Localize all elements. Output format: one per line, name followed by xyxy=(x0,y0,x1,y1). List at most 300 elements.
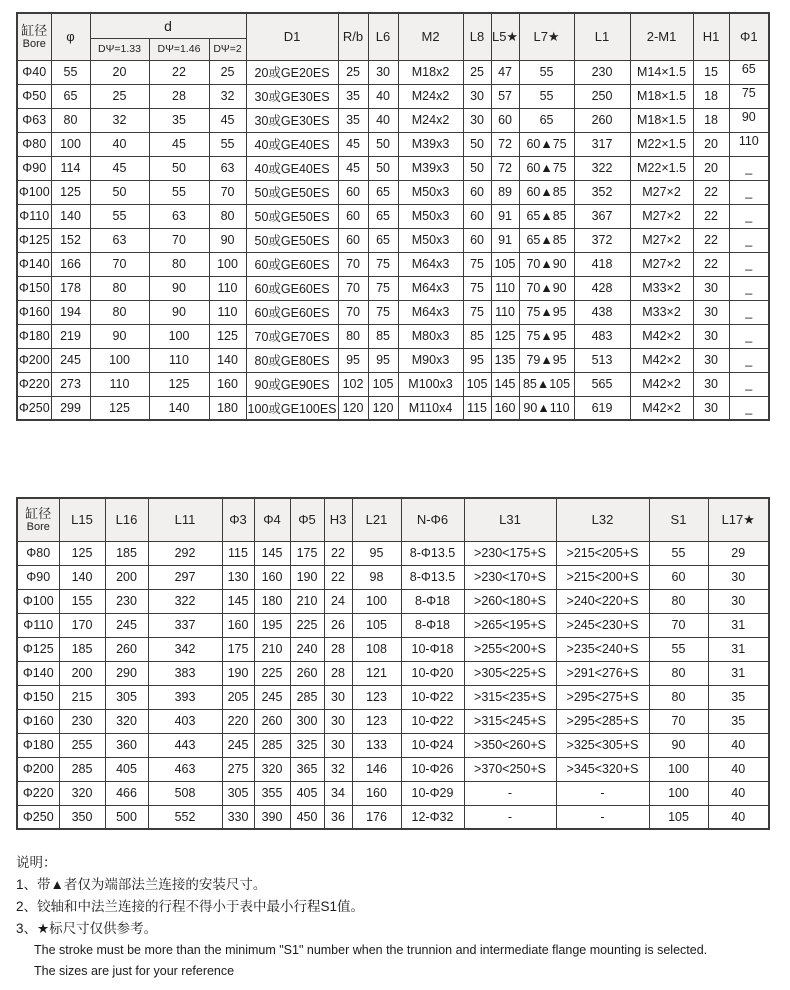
col-header-l6: L6 xyxy=(368,13,398,60)
table-cell: 22 xyxy=(324,565,352,589)
table-cell: 65▲85 xyxy=(519,228,574,252)
table-cell: 31 xyxy=(708,613,769,637)
col-header-s1: S1 xyxy=(649,498,708,541)
table-cell: 500 xyxy=(105,805,148,829)
table-cell: 91 xyxy=(491,204,519,228)
table-cell: 55 xyxy=(209,132,246,156)
table-cell: 95 xyxy=(338,348,368,372)
table-cell: 317 xyxy=(574,132,630,156)
table-cell: >260<180+S xyxy=(464,589,556,613)
table-cell: 393 xyxy=(148,685,222,709)
table-cell: 60 xyxy=(491,108,519,132)
table-cell: >315<235+S xyxy=(464,685,556,709)
table-cell: M33×2 xyxy=(630,276,693,300)
table-cell: 26 xyxy=(324,613,352,637)
col-header-rb: R/b xyxy=(338,13,368,60)
table-cell: 60▲75 xyxy=(519,132,574,156)
table-cell: 45 xyxy=(90,156,149,180)
table-cell: 60 xyxy=(463,180,491,204)
bore2-label-zh: 缸径 xyxy=(25,506,52,522)
table-cell: >215<200+S xyxy=(556,565,649,589)
table-cell: 185 xyxy=(59,637,105,661)
table-cell: >265<195+S xyxy=(464,613,556,637)
table-cell: Φ50 xyxy=(17,84,51,108)
table-cell: M14×1.5 xyxy=(630,60,693,84)
table-cell: 35 xyxy=(338,108,368,132)
table-row xyxy=(17,132,769,156)
table-cell: M18×1.5 xyxy=(630,108,693,132)
table-cell: 30 xyxy=(693,372,729,396)
table-cell: 65 xyxy=(368,228,398,252)
table-cell: 305 xyxy=(222,781,254,805)
table-cell: 10-Φ22 xyxy=(401,685,464,709)
table-cell: Φ110 xyxy=(17,613,59,637)
table-row xyxy=(17,372,769,396)
table-cell: M39x3 xyxy=(398,132,463,156)
col-header-m2: M2 xyxy=(398,13,463,60)
table-row xyxy=(17,661,769,685)
table-cell: 10-Φ20 xyxy=(401,661,464,685)
table-cell: M90x3 xyxy=(398,348,463,372)
table-cell: _ xyxy=(729,180,769,204)
table-cell: 45 xyxy=(209,108,246,132)
table-cell: 121 xyxy=(352,661,401,685)
table-cell: 60 xyxy=(338,180,368,204)
table-cell: 60 xyxy=(463,228,491,252)
table-cell: 18 xyxy=(693,84,729,108)
table-cell: Φ63 xyxy=(17,108,51,132)
table-cell: 30 xyxy=(463,108,491,132)
table-cell: 22 xyxy=(149,60,209,84)
table-cell: 619 xyxy=(574,396,630,420)
table-cell: 75 xyxy=(463,300,491,324)
table-cell: Φ100 xyxy=(17,589,59,613)
table-cell: 32 xyxy=(324,757,352,781)
table-cell: Φ80 xyxy=(17,541,59,565)
table-cell: >235<240+S xyxy=(556,637,649,661)
table-cell: 50 xyxy=(368,156,398,180)
table-cell: 30 xyxy=(693,348,729,372)
table-cell: 63 xyxy=(149,204,209,228)
table-cell: M24x2 xyxy=(398,84,463,108)
table-cell: 20 xyxy=(90,60,149,84)
table-cell: 403 xyxy=(148,709,222,733)
table-cell: 513 xyxy=(574,348,630,372)
note-english-2: The sizes are just for your reference xyxy=(34,964,235,978)
table-cell: Φ180 xyxy=(17,324,51,348)
table-cell: 100 xyxy=(649,781,708,805)
table-cell: 110 xyxy=(149,348,209,372)
table-cell: 300 xyxy=(290,709,324,733)
table-cell: 100 xyxy=(149,324,209,348)
table-cell: Φ150 xyxy=(17,685,59,709)
table-cell: Φ220 xyxy=(17,781,59,805)
table-cell: 273 xyxy=(51,372,90,396)
table-cell: Φ180 xyxy=(17,733,59,757)
table-cell: _ xyxy=(729,324,769,348)
table-cell: _ xyxy=(729,228,769,252)
table-cell: 225 xyxy=(290,613,324,637)
table-row xyxy=(17,204,769,228)
table-cell: 40或GE40ES xyxy=(246,156,338,180)
table-cell: M39x3 xyxy=(398,156,463,180)
table-cell: Φ140 xyxy=(17,661,59,685)
table-cell: 350 xyxy=(59,805,105,829)
table-cell: 320 xyxy=(59,781,105,805)
table-cell: 219 xyxy=(51,324,90,348)
col-header-phi4: Φ4 xyxy=(254,498,290,541)
table-cell: 72 xyxy=(491,156,519,180)
table-cell: 178 xyxy=(51,276,90,300)
bore-label-zh: 缸径 xyxy=(21,23,48,39)
table-cell: 160 xyxy=(222,613,254,637)
table-cell: 225 xyxy=(254,661,290,685)
col-header-l8: L8 xyxy=(463,13,491,60)
table-cell: >240<220+S xyxy=(556,589,649,613)
table-cell: M64x3 xyxy=(398,252,463,276)
table-cell: 28 xyxy=(324,661,352,685)
table-cell: 175 xyxy=(222,637,254,661)
table-cell: 297 xyxy=(148,565,222,589)
col-header-l7: L7★ xyxy=(519,13,574,60)
table-cell: M80x3 xyxy=(398,324,463,348)
table-row xyxy=(17,180,769,204)
table-cell: 8-Φ13.5 xyxy=(401,541,464,565)
table-cell: 50或GE50ES xyxy=(246,180,338,204)
table-cell: 30 xyxy=(324,709,352,733)
table-cell: 337 xyxy=(148,613,222,637)
table-cell: 123 xyxy=(352,709,401,733)
table-cell: Φ200 xyxy=(17,348,51,372)
table-cell: 322 xyxy=(574,156,630,180)
table-cell: 450 xyxy=(290,805,324,829)
table-cell: 110 xyxy=(90,372,149,396)
table-cell: 50 xyxy=(463,132,491,156)
table-cell: 405 xyxy=(105,757,148,781)
table-cell: 552 xyxy=(148,805,222,829)
table-cell: 108 xyxy=(352,637,401,661)
table-cell: 443 xyxy=(148,733,222,757)
table-cell: 245 xyxy=(51,348,90,372)
table-cell: 110 xyxy=(209,276,246,300)
table-cell: 105 xyxy=(649,805,708,829)
table-cell: 30 xyxy=(708,589,769,613)
col-header-l16: L16 xyxy=(105,498,148,541)
table-cell: 120 xyxy=(338,396,368,420)
table-cell: 70 xyxy=(90,252,149,276)
table-cell: Φ160 xyxy=(17,709,59,733)
table-cell: 105 xyxy=(463,372,491,396)
table-cell: 50 xyxy=(463,156,491,180)
table-cell: 215 xyxy=(59,685,105,709)
table-cell: 80 xyxy=(209,204,246,228)
table-cell: 65▲85 xyxy=(519,204,574,228)
table-cell: >295<285+S xyxy=(556,709,649,733)
table-cell: 30 xyxy=(368,60,398,84)
bore2-label-en: Bore xyxy=(26,521,50,534)
table-cell: 90 xyxy=(649,733,708,757)
table-cell: 508 xyxy=(148,781,222,805)
table2-body xyxy=(17,541,769,829)
table-cell: Φ90 xyxy=(17,156,51,180)
table-cell: 60▲85 xyxy=(519,180,574,204)
table-cell: 102 xyxy=(338,372,368,396)
table-cell: Φ200 xyxy=(17,757,59,781)
table-cell: 352 xyxy=(574,180,630,204)
table-cell: _ xyxy=(729,276,769,300)
col-header-l11: L11 xyxy=(148,498,222,541)
table-cell: 24 xyxy=(324,589,352,613)
table-cell: 50 xyxy=(90,180,149,204)
table-cell: 185 xyxy=(105,541,148,565)
table-cell: 80 xyxy=(338,324,368,348)
table-cell: 45 xyxy=(338,156,368,180)
table-cell: 35 xyxy=(338,84,368,108)
table-cell: 135 xyxy=(491,348,519,372)
col-header-phi3: Φ3 xyxy=(222,498,254,541)
col-header-bore xyxy=(17,13,51,60)
col-header-n-phi6: N-Φ6 xyxy=(401,498,464,541)
table-cell: 8-Φ18 xyxy=(401,613,464,637)
table-cell: 70▲90 xyxy=(519,276,574,300)
table-cell: 80 xyxy=(51,108,90,132)
table-row xyxy=(17,709,769,733)
table-cell: 70 xyxy=(338,252,368,276)
table-cell: Φ125 xyxy=(17,228,51,252)
table-cell: M42×2 xyxy=(630,396,693,420)
table-cell: 130 xyxy=(222,565,254,589)
table-cell: 36 xyxy=(324,805,352,829)
table-cell: M64x3 xyxy=(398,300,463,324)
table-cell: 342 xyxy=(148,637,222,661)
table-cell: 230 xyxy=(574,60,630,84)
table-cell: 100 xyxy=(649,757,708,781)
table-cell: 160 xyxy=(352,781,401,805)
table-cell: 305 xyxy=(105,685,148,709)
table-cell: 205 xyxy=(222,685,254,709)
table-cell: M64x3 xyxy=(398,276,463,300)
table-cell: 30 xyxy=(693,324,729,348)
col-header-l17: L17★ xyxy=(708,498,769,541)
table-cell: 70 xyxy=(649,613,708,637)
table-cell: 140 xyxy=(209,348,246,372)
table-cell: Φ110 xyxy=(17,204,51,228)
table-cell: 50 xyxy=(368,132,398,156)
table-cell: 367 xyxy=(574,204,630,228)
table-cell: >291<276+S xyxy=(556,661,649,685)
table-cell: 160 xyxy=(254,565,290,589)
table-row xyxy=(17,589,769,613)
table-cell: _ xyxy=(729,156,769,180)
table-cell: 29 xyxy=(708,541,769,565)
table-cell: 55 xyxy=(90,204,149,228)
table-cell: Φ150 xyxy=(17,276,51,300)
table-cell: 145 xyxy=(491,372,519,396)
table-cell: 372 xyxy=(574,228,630,252)
table-row xyxy=(17,348,769,372)
table-cell: 299 xyxy=(51,396,90,420)
table-cell: 125 xyxy=(90,396,149,420)
table-cell: 200 xyxy=(59,661,105,685)
table-cell: 180 xyxy=(209,396,246,420)
table-cell: 292 xyxy=(148,541,222,565)
table-cell: 110 xyxy=(729,132,769,156)
table-cell: _ xyxy=(729,204,769,228)
table-cell: >370<250+S xyxy=(464,757,556,781)
table-cell: 230 xyxy=(105,589,148,613)
bore-label-en: Bore xyxy=(22,38,46,51)
col-header-phi5: Φ5 xyxy=(290,498,324,541)
table-cell: 22 xyxy=(693,204,729,228)
table-cell: _ xyxy=(729,396,769,420)
table-cell: 355 xyxy=(254,781,290,805)
notes-section xyxy=(16,852,774,982)
table-cell: 30 xyxy=(693,276,729,300)
table-cell: M24x2 xyxy=(398,108,463,132)
table-cell: 245 xyxy=(105,613,148,637)
table-cell: 483 xyxy=(574,324,630,348)
col-header-h3: H3 xyxy=(324,498,352,541)
table-cell: >315<245+S xyxy=(464,709,556,733)
table-cell: 115 xyxy=(222,541,254,565)
table-cell: 75▲95 xyxy=(519,300,574,324)
table-cell: 55 xyxy=(51,60,90,84)
table-row xyxy=(17,108,769,132)
table-cell: 285 xyxy=(254,733,290,757)
table-cell: 30 xyxy=(693,300,729,324)
table-cell: 65 xyxy=(519,108,574,132)
table-cell: 22 xyxy=(693,180,729,204)
table-cell: 123 xyxy=(352,685,401,709)
table-cell: 31 xyxy=(708,661,769,685)
col-header-l15: L15 xyxy=(59,498,105,541)
table-row xyxy=(17,156,769,180)
table-cell: 80 xyxy=(649,589,708,613)
table-cell: 245 xyxy=(222,733,254,757)
table-cell: 120 xyxy=(368,396,398,420)
table-cell: 60 xyxy=(463,204,491,228)
table-cell: 85 xyxy=(463,324,491,348)
table-cell: 40 xyxy=(708,733,769,757)
table-cell: 80或GE80ES xyxy=(246,348,338,372)
table-cell: 63 xyxy=(90,228,149,252)
table-cell: 15 xyxy=(693,60,729,84)
table-cell: M110x4 xyxy=(398,396,463,420)
table-cell: 428 xyxy=(574,276,630,300)
table-cell: 90或GE90ES xyxy=(246,372,338,396)
table-cell: 35 xyxy=(708,709,769,733)
table-cell: 50或GE50ES xyxy=(246,204,338,228)
table-cell: 89 xyxy=(491,180,519,204)
table-cell: 260 xyxy=(254,709,290,733)
table-row xyxy=(17,541,769,565)
table-cell: 75 xyxy=(368,300,398,324)
table-cell: 75 xyxy=(729,84,769,108)
table-cell: 60 xyxy=(338,228,368,252)
table-row xyxy=(17,84,769,108)
table-cell: 275 xyxy=(222,757,254,781)
table-row xyxy=(17,637,769,661)
table-cell: 65 xyxy=(51,84,90,108)
table-cell: 32 xyxy=(209,84,246,108)
table-cell: 90 xyxy=(90,324,149,348)
table-cell: 28 xyxy=(324,637,352,661)
table-cell: 40或GE40ES xyxy=(246,132,338,156)
table-cell: 30 xyxy=(708,565,769,589)
table-cell: 145 xyxy=(254,541,290,565)
table-cell: 60 xyxy=(649,565,708,589)
table-cell: - xyxy=(556,781,649,805)
table-cell: 30 xyxy=(324,685,352,709)
table-cell: 65 xyxy=(368,180,398,204)
table-cell: 110 xyxy=(491,300,519,324)
table-cell: 75 xyxy=(463,276,491,300)
table-cell: 125 xyxy=(209,324,246,348)
table1-body xyxy=(17,60,769,420)
table-cell: 75 xyxy=(368,252,398,276)
table-cell: 125 xyxy=(51,180,90,204)
table-cell: Φ40 xyxy=(17,60,51,84)
table-cell: 80 xyxy=(649,661,708,685)
table-cell: 195 xyxy=(254,613,290,637)
table-cell: 30或GE30ES xyxy=(246,108,338,132)
table-cell: 20 xyxy=(693,156,729,180)
table-cell: 160 xyxy=(209,372,246,396)
col-header-l5: L5★ xyxy=(491,13,519,60)
table-cell: M27×2 xyxy=(630,204,693,228)
table-cell: 438 xyxy=(574,300,630,324)
table-cell: 60或GE60ES xyxy=(246,300,338,324)
table-cell: 8-Φ18 xyxy=(401,589,464,613)
table-cell: M42×2 xyxy=(630,348,693,372)
table-cell: 25 xyxy=(463,60,491,84)
table-cell: 80 xyxy=(149,252,209,276)
table-cell: 40 xyxy=(368,84,398,108)
table-cell: 70▲90 xyxy=(519,252,574,276)
table-cell: 250 xyxy=(574,84,630,108)
table-cell: 100 xyxy=(209,252,246,276)
table-cell: 80 xyxy=(90,300,149,324)
table-cell: 100或GE100ES xyxy=(246,396,338,420)
table-cell: 72 xyxy=(491,132,519,156)
table-cell: 12-Φ32 xyxy=(401,805,464,829)
table-cell: 90 xyxy=(729,108,769,132)
table-cell: 70或GE70ES xyxy=(246,324,338,348)
table-cell: 10-Φ22 xyxy=(401,709,464,733)
table-cell: 55 xyxy=(519,60,574,84)
table-row xyxy=(17,324,769,348)
table-cell: 90 xyxy=(209,228,246,252)
table-cell: 10-Φ24 xyxy=(401,733,464,757)
table-cell: >230<170+S xyxy=(464,565,556,589)
table-cell: 95 xyxy=(352,541,401,565)
table-cell: M100x3 xyxy=(398,372,463,396)
col-header-l1: L1 xyxy=(574,13,630,60)
note-item-2: 2、铰轴和中法兰连接的行程不得小于表中最小行程S1值。 xyxy=(16,899,365,914)
table-cell: Φ140 xyxy=(17,252,51,276)
table-cell: 35 xyxy=(708,685,769,709)
table-cell: M33×2 xyxy=(630,300,693,324)
table-cell: 98 xyxy=(352,565,401,589)
table-cell: 45 xyxy=(149,132,209,156)
table-cell: M22×1.5 xyxy=(630,156,693,180)
table-cell: Φ250 xyxy=(17,805,59,829)
table-cell: >295<275+S xyxy=(556,685,649,709)
table-row xyxy=(17,733,769,757)
table-cell: 160 xyxy=(491,396,519,420)
table-cell: >345<320+S xyxy=(556,757,649,781)
table-cell: 175 xyxy=(290,541,324,565)
